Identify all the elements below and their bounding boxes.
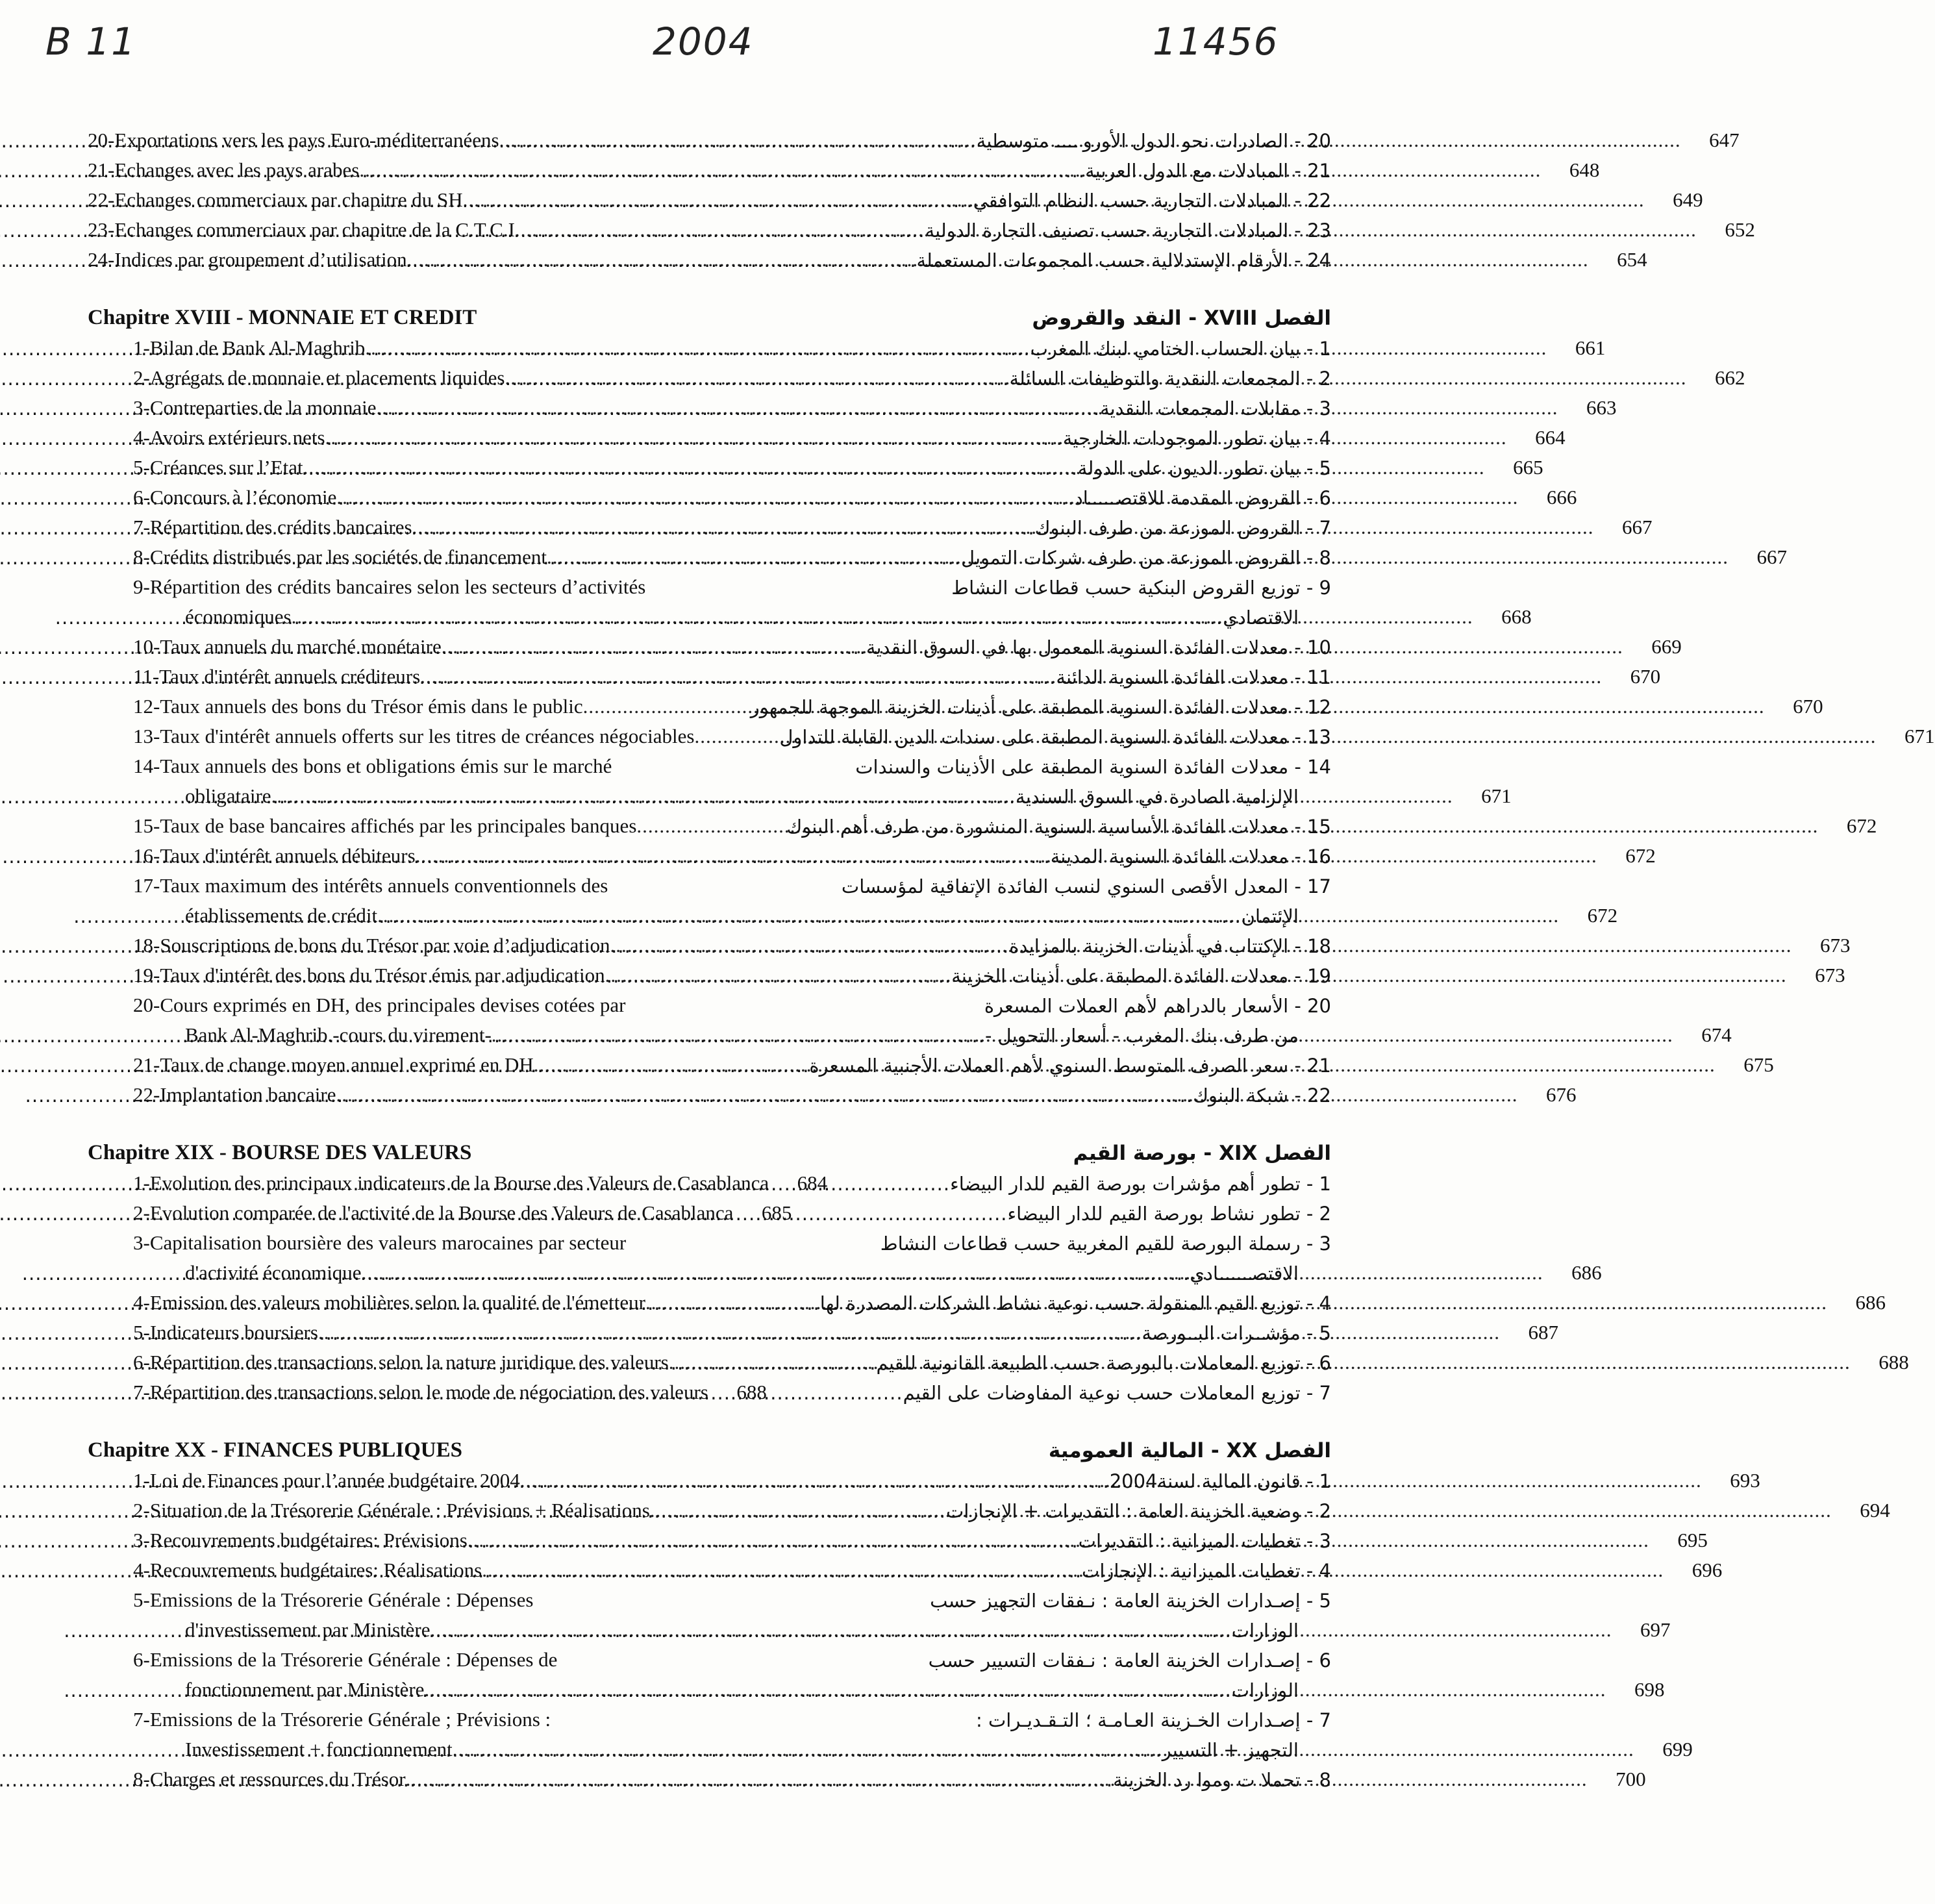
toc-entry-ar-label-line: [786, 1225, 1331, 1255]
handwritten-mark-left: B 11: [45, 19, 137, 64]
entry-label: 4-Emission des valeurs mobilières selon la qualité de l'émetteur: [133, 1291, 645, 1314]
toc-entry-ar: [786, 808, 1331, 838]
leader-dots: [0, 1292, 820, 1314]
handwritten-year: 2004: [653, 19, 754, 64]
entry-label: 1-Loi de Finances pour l’année budgétaire 2004: [133, 1469, 520, 1492]
entry-label: 6-Répartition des transactions selon la nature juridique des valeurs: [133, 1351, 669, 1373]
leader-dots: [0, 1203, 1008, 1225]
entry-label: 7 - القروض الموزعة من طرف البنوك: [1034, 517, 1331, 539]
toc-entry-ar: [786, 360, 1331, 390]
leader-dots: [0, 338, 1030, 360]
page-number: 674: [1701, 1023, 1732, 1046]
toc-entry-ar: [786, 897, 1331, 927]
page-number: 670: [1630, 665, 1661, 688]
entry-label: 13 - معدلات الفائدة السنوية المطبقة على سندات الدين القابلة للتداول: [779, 726, 1331, 748]
entry-label: 22-Echanges commerciaux par chapitre du SH: [88, 188, 463, 211]
leader-dots: [0, 487, 1075, 509]
entry-label: 2 - تطور نشاط بورصة القيم للدار البيضاء: [1007, 1203, 1331, 1225]
toc-entry-label-line: [88, 1582, 763, 1612]
page-number: 662: [1714, 366, 1745, 389]
leader-dots: [0, 1500, 946, 1522]
page-number: 654: [1617, 248, 1647, 271]
page-number: 667: [1756, 545, 1788, 568]
entry-label: 4-Avoirs extérieurs nets: [133, 426, 325, 449]
entry-label: 8-Crédits distribués par les sociétés de financement: [133, 545, 547, 568]
entry-label: 3 - تغطيات الميزانية : التقديرات: [1078, 1530, 1331, 1552]
toc-entry-ar: [786, 390, 1331, 420]
entry-label: 19-Taux d'intérêt des bons du Trésor émis par adjudication: [133, 964, 605, 986]
page-number: 697: [1640, 1618, 1671, 1641]
entry-label: 14 - معدلات الفائدة السنوية المطبقة على الأذينات والسندات: [855, 756, 1331, 778]
entry-label-cont: Bank Al-Maghrib.-cours du virement-: [185, 1023, 492, 1046]
page-number: 695: [1677, 1529, 1708, 1551]
entry-label: 4-Recouvrements budgétaires: Réalisations: [133, 1559, 482, 1581]
entry-label: الوزارات: [1231, 1620, 1299, 1642]
toc-entry-ar: [786, 449, 1331, 479]
entry-label: 1-Bilan de Bank Al-Maghrib: [133, 336, 366, 359]
entry-label: 1 - بيان الحساب الختامي لبنك المغرب: [1030, 338, 1331, 360]
leader-dots: [0, 1322, 1142, 1344]
leader-dots: [0, 517, 1035, 539]
page-number: 693: [1730, 1469, 1760, 1492]
toc-entry-ar: [786, 1492, 1331, 1522]
entry-label: 22 - المبادلات التجارية حسب النظام التوافقي: [973, 190, 1331, 212]
leader-dots: [55, 607, 1223, 629]
toc-entry-ar: [786, 927, 1331, 957]
page-number: 673: [1819, 934, 1851, 957]
leader-dots: [0, 1352, 877, 1374]
entry-label: 10-Taux annuels du marché monétaire: [133, 635, 442, 658]
chapter-title-xx: Chapitre XX - FINANCES PUBLIQUES: [88, 1438, 462, 1462]
leader-dots: [0, 427, 1063, 449]
page-number: 649: [1673, 188, 1703, 211]
entry-label: 4 - تغطيات الميزانية : الإنجازات: [1082, 1560, 1331, 1582]
page-number: 686: [1571, 1261, 1602, 1284]
entry-label: 19 - معدلات الفائدة المطبقة على أذينات الخزينة: [951, 965, 1331, 987]
entry-label: 24-Indices par groupement d’utilisation: [88, 248, 407, 271]
toc-entry-ar: [786, 539, 1331, 569]
entry-label: 5-Emissions de la Trésorerie Générale : Dépenses: [133, 1588, 534, 1611]
toc-entry-ar-label-line: [786, 1701, 1331, 1731]
toc-entry-ar: [786, 1047, 1331, 1077]
entry-label: الاقتصــــــادي: [1190, 1262, 1299, 1284]
entry-label: 6-Concours à l’économie: [133, 486, 337, 508]
section-gap: [88, 1404, 763, 1433]
entry-label: 22-Implantation bancaire: [133, 1083, 336, 1106]
leader-dots: [0, 130, 977, 152]
leader-dots: [0, 1560, 1082, 1582]
toc-entry-ar: [786, 658, 1331, 688]
entry-label: 1 - قانون المالية لسنة2004: [1109, 1470, 1331, 1492]
leader-dots: [0, 846, 1051, 868]
leader-dots: [0, 219, 925, 242]
entry-label: 16 - معدلات الفائدة السنوية المدينة: [1050, 846, 1331, 868]
toc-entry-ar: [786, 1195, 1331, 1225]
entry-label: 2 - وضعية الخزينة العامة : التقديرات + الإنجازات: [946, 1500, 1331, 1522]
entry-label: 3-Recouvrements budgétaires: Prévisions: [133, 1529, 468, 1551]
toc-entry-ar: [786, 122, 1331, 152]
entry-label: الاقتصادي: [1223, 607, 1299, 629]
entry-label-cont: économiques: [185, 605, 292, 628]
entry-label: 5-Créances sur l’Etat: [133, 456, 303, 479]
toc-entry-ar: [786, 242, 1331, 271]
toc-entry-ar: [779, 718, 1331, 748]
page-number: 698: [1634, 1678, 1665, 1701]
page-number: 667: [1622, 516, 1653, 538]
entry-label: 17 - المعدل الأقصى السنوي لنسب الفائدة الإتفاقية لمؤسسات: [841, 875, 1331, 897]
page-number: 669: [1651, 635, 1682, 658]
toc-entry-ar: [786, 1552, 1331, 1582]
entry-label: 23 - المبادلات التجارية حسب تصنيف التجارة الدولية: [925, 219, 1331, 242]
entry-label-cont: d'activité économique: [185, 1261, 362, 1284]
page-number: 670: [1793, 695, 1823, 718]
leader-dots: [0, 1025, 985, 1047]
leader-dots: [0, 1382, 903, 1404]
toc-entry-label-line: [88, 748, 763, 778]
entry-label: 21 - سعر الصرف المتوسط السنوي لأهم العملات الأجنبية المسعرة: [809, 1055, 1331, 1077]
entry-label: 2-Situation de la Trésorerie Générale : Prévisions + Réalisations: [133, 1499, 650, 1522]
toc-entry-ar: [786, 1761, 1331, 1791]
chapter-title-ar-xviii: الفصل XVIII - النقد والقروض: [1032, 307, 1331, 330]
leader-dots: [0, 786, 1016, 808]
entry-label: 18-Souscriptions de bons du Trésor par voie d’adjudication: [133, 934, 610, 957]
page-number: 694: [1860, 1499, 1890, 1522]
entry-label: 21 - المبادلات مع الدول العربية: [1085, 160, 1331, 182]
toc-entry-ar: [786, 838, 1331, 868]
entry-label: الوزارات: [1231, 1679, 1299, 1701]
page-number: 672: [1587, 904, 1618, 927]
leader-dots: [0, 935, 1009, 957]
entry-label: 20-Cours exprimés en DH, des principales devises cotées par: [133, 994, 626, 1016]
entry-label: 8-Charges et ressources du Trésor: [133, 1768, 406, 1790]
entry-label: 7-Répartition des crédits bancaires: [133, 516, 412, 538]
entry-label: 22 - شبكة البنوك: [1193, 1084, 1331, 1107]
toc-entry-ar: [786, 212, 1331, 242]
leader-dots: [0, 666, 1056, 688]
section-gap: [88, 1107, 763, 1135]
entry-label: 3 - رسملة البورصة للقيم المغربية حسب قطاعات النشاط: [880, 1233, 1331, 1255]
entry-label: 11-Taux d'intérêt annuels créditeurs: [133, 665, 421, 688]
page-number: 664: [1535, 426, 1566, 449]
chapter-title-xviii: Chapitre XVIII - MONNAIE ET CREDIT: [88, 306, 477, 329]
toc-entry-ar: [786, 1462, 1331, 1492]
entry-label: 12 - معدلات الفائدة السنوية المطبقة على أذينات الخزينة الموجهة للجمهور: [750, 696, 1331, 718]
leader-dots: [22, 1262, 1190, 1284]
entry-label: 21-Echanges avec les pays arabes: [88, 158, 360, 181]
toc-entry-ar: [786, 1731, 1331, 1761]
entry-label: 7-Emissions de la Trésorerie Générale ; Prévisions :: [133, 1708, 551, 1731]
page-number: 688: [1879, 1351, 1909, 1373]
entry-label: 14-Taux annuels des bons et obligations émis sur le marché: [133, 755, 612, 777]
page-number: 696: [1692, 1559, 1723, 1581]
page-number: 647: [1709, 129, 1740, 151]
entry-label: 3-Contreparties de la monnaie: [133, 396, 377, 419]
leader-dots: [0, 368, 1009, 390]
entry-label: التجهيز + التسيير: [1162, 1739, 1299, 1761]
entry-label: 6 - القروض المقدمة للاقتصـــــاد: [1074, 487, 1331, 509]
page-number: 665: [1513, 456, 1543, 479]
leader-dots: [64, 1679, 1231, 1701]
toc-entry-ar-label-line: [786, 868, 1331, 897]
section-gap: [88, 271, 763, 300]
toc-entry-ar-label-line: [786, 748, 1331, 778]
entry-label: 24 - الأرقام الإستدلالية حسب المجموعات المستعملة: [916, 249, 1331, 271]
toc-entry-ar-label-line: [786, 1642, 1331, 1672]
toc-entry-ar: [786, 1344, 1331, 1374]
toc-entry-ar: [786, 182, 1331, 212]
toc-entry-ar-label-line: [786, 1582, 1331, 1612]
entry-label: 1 - تطور أهم مؤشرات بورصة القيم للدار البيضاء: [950, 1173, 1331, 1195]
entry-label: 8 - تحملا ت وموا رد الخزينة: [1113, 1769, 1331, 1791]
entry-label: 6 - توزيع المعاملات بالبورصة حسب الطبيعة القانونية للقيم: [876, 1352, 1331, 1374]
leader-dots: [0, 160, 1085, 182]
page-number: 676: [1545, 1083, 1577, 1106]
page-number: 671: [1904, 725, 1935, 747]
entry-label: الإلزامية الصادرة في السوق السندية: [1016, 786, 1299, 808]
leader-dots: [73, 905, 1241, 927]
toc-entry-label-line: [88, 1701, 763, 1731]
toc-entry-ar: [786, 330, 1331, 360]
entry-label: من طرف بنك المغرب - أسعار التحويل -: [985, 1025, 1299, 1047]
entry-label: 3 - مقابلات المجمعات النقدية: [1100, 397, 1331, 420]
entry-label: 2-Agrégats de monnaie et placements liquides: [133, 366, 505, 389]
entry-label: 6 - إصـدارات الخزينة العامة : نـفقات التسيير حسب: [928, 1649, 1331, 1672]
leader-dots: [0, 636, 866, 658]
toc-entry-ar: [786, 479, 1331, 509]
leader-dots: [25, 1084, 1193, 1107]
entry-label-cont: fonctionnement par Ministère: [185, 1678, 425, 1701]
leader-dots: [0, 1173, 950, 1195]
entry-label: 15 - معدلات الفائدة الأساسية السنوية المنشورة من طرف أهم البنوك: [786, 816, 1331, 838]
page-number: 700: [1616, 1768, 1646, 1790]
page-number: 687: [1528, 1321, 1558, 1344]
leader-dots: [0, 1530, 1079, 1552]
entry-label: 13-Taux d'intérêt annuels offerts sur les titres de créances négociables: [133, 725, 695, 747]
entry-label: 18 - الإكتتاب في أذينات الخزينة بالمزايدة: [1009, 935, 1331, 957]
entry-label: 1-Evolution des principaux indicateurs de la Bourse des Valeurs de Casablanca: [133, 1171, 769, 1194]
entry-label: 11 - معدلات الفائدة السنوية الدائنة: [1056, 666, 1331, 688]
page-number: 648: [1569, 158, 1600, 181]
entry-label: 12-Taux annuels des bons du Trésor émis dans le public: [133, 695, 583, 718]
chapter-title-ar-xix: الفصل XIX - بورصة القيم: [1073, 1142, 1331, 1165]
entry-label: 2 - المجمعات النقدية والتوظيفات السائلة: [1009, 368, 1331, 390]
chapter-title-ar-xx: الفصل XX - المالية العمومية: [1048, 1439, 1331, 1462]
entry-label-cont: établissements de crédit: [185, 904, 378, 927]
handwritten-mark-right: 11456: [1153, 19, 1279, 64]
leader-dots: [0, 547, 961, 569]
page-number: 672: [1846, 814, 1877, 837]
toc-entry-ar: [786, 1165, 1331, 1195]
entry-label: 5 - بيان تطور الديون على الدولة: [1077, 457, 1331, 479]
entry-label: 6-Emissions de la Trésorerie Générale : Dépenses de: [133, 1648, 558, 1671]
entry-label: 5-Indicateurs boursiers: [133, 1321, 318, 1344]
toc-entry-label-line: [88, 987, 763, 1017]
section-gap: [786, 271, 1331, 300]
toc-entry-label-line: [88, 1225, 763, 1255]
leader-dots: [0, 190, 973, 212]
toc-entry-ar: [786, 1017, 1331, 1047]
entry-label: 4 - بيان تطور الموجودات الخارجية: [1062, 427, 1331, 449]
entry-label: 7 - توزيع المعاملات حسب نوعية المفاوضات على القيم: [903, 1382, 1331, 1404]
entry-label: 17-Taux maximum des intérêts annuels conventionnels des: [133, 874, 608, 897]
leader-dots: [0, 457, 1078, 479]
section-gap: [786, 1404, 1331, 1433]
toc-entry-label-line: [88, 868, 763, 897]
entry-label: 5 - مؤشــرات البــورصة: [1142, 1322, 1331, 1344]
entry-label: 8 - القروض الموزعة من طرف شركات التمويل: [961, 547, 1331, 569]
page-number: 666: [1546, 486, 1577, 508]
toc-entry-ar: [786, 1284, 1331, 1314]
page-number: 671: [1481, 784, 1512, 807]
leader-dots: [64, 1620, 1231, 1642]
entry-label: 20-Exportations vers les pays Euro-méditerranéens: [88, 129, 499, 151]
toc-entry-ar: [786, 599, 1331, 629]
toc-entry-label-line: [88, 569, 763, 599]
page-number: 684: [797, 1171, 828, 1194]
page-number: 652: [1725, 218, 1755, 241]
entry-label: 20 - الأسعار بالدراهم لأهم العملات المسعرة: [984, 995, 1331, 1017]
entry-label: 20 - الصادرات نحو الدول الأورو ــــ متوسطية: [976, 130, 1331, 152]
page-number: 668: [1501, 605, 1532, 628]
entry-label: 2-Evolution comparée de l'activité de la Bourse des Valeurs de Casablanca: [133, 1201, 734, 1224]
page-number: 688: [736, 1381, 767, 1403]
toc-entry-ar: [786, 420, 1331, 449]
toc-entry-ar: [786, 152, 1331, 182]
entry-label: 10 - معدلات الفائدة السنوية المعمول بها في السوق النقدية: [866, 636, 1331, 658]
toc-entry-ar: [786, 1522, 1331, 1552]
entry-label: 5 - إصـدارات الخزينة العامة : نـفقات التجهيز حسب: [930, 1590, 1331, 1612]
toc-entry-ar: [786, 1672, 1331, 1701]
leader-dots: [0, 397, 1100, 420]
page-number: 673: [1815, 964, 1845, 986]
section-gap: [786, 1107, 1331, 1135]
chapter-title-xix: Chapitre XIX - BOURSE DES VALEURS: [88, 1141, 472, 1164]
entry-label: 21-Taux de change moyen annuel exprimé en DH: [133, 1053, 534, 1076]
toc-entry-ar: [786, 1077, 1331, 1107]
toc-entry-ar: [786, 1612, 1331, 1642]
entry-label: 16-Taux d'intérêt annuels débiteurs: [133, 844, 416, 867]
page-number: 699: [1662, 1738, 1693, 1760]
leader-dots: [0, 1055, 809, 1077]
toc-entry-ar: [786, 509, 1331, 539]
entry-label: 9-Répartition des crédits bancaires selon les secteurs d’activités: [133, 575, 646, 598]
entry-label: 7 - إصـدارات الخـزينة العـامـة ؛ التـقـديـرات :: [976, 1709, 1331, 1731]
page-number: 661: [1575, 336, 1606, 359]
page-number: 675: [1743, 1053, 1774, 1076]
entry-label-cont: Investissement + fonctionnement: [185, 1738, 453, 1760]
entry-label: 9 - توزيع القروض البنكية حسب قطاعات النشاط: [951, 577, 1331, 599]
toc-entry-ar-label-line: [786, 987, 1331, 1017]
toc-entry-ar: [786, 1314, 1331, 1344]
leader-dots: [0, 1470, 1110, 1492]
entry-label: 23-Echanges commerciaux par chapitre de la C.T.C.I: [88, 218, 515, 241]
leader-dots: [0, 965, 951, 987]
entry-label: 15-Taux de base bancaires affichés par les principales banques: [133, 814, 637, 837]
page-number: 686: [1855, 1291, 1886, 1314]
leader-dots: [0, 1769, 1113, 1791]
entry-label: 3-Capitalisation boursière des valeurs marocaines par secteur: [133, 1231, 627, 1254]
toc-entry-ar: [786, 957, 1331, 987]
toc-entry-ar: [786, 1255, 1331, 1284]
toc-entry-ar-label-line: [786, 569, 1331, 599]
toc-entry-ar: [786, 629, 1331, 658]
page-number: 685: [761, 1201, 792, 1224]
toc-entry-ar: [786, 778, 1331, 808]
entry-label-cont: d'investissement par Ministère: [185, 1618, 431, 1641]
page-number: 672: [1625, 844, 1656, 867]
toc-entry-ar: [750, 688, 1331, 718]
leader-dots: [0, 1739, 1162, 1761]
leader-dots: [0, 249, 916, 271]
toc-entry-ar: [786, 1374, 1331, 1404]
entry-label: 4 - توزيع القيم المنقولة حسب نوعية نشاط الشركات المصدرة لها: [819, 1292, 1331, 1314]
entry-label: الإئتمان: [1241, 905, 1299, 927]
page-number: 663: [1586, 396, 1617, 419]
entry-label-cont: obligataire: [185, 784, 271, 807]
entry-label: 7-Répartition des transactions selon le mode de négociation des valeurs: [133, 1381, 708, 1403]
toc-entry-label-line: [88, 1642, 763, 1672]
